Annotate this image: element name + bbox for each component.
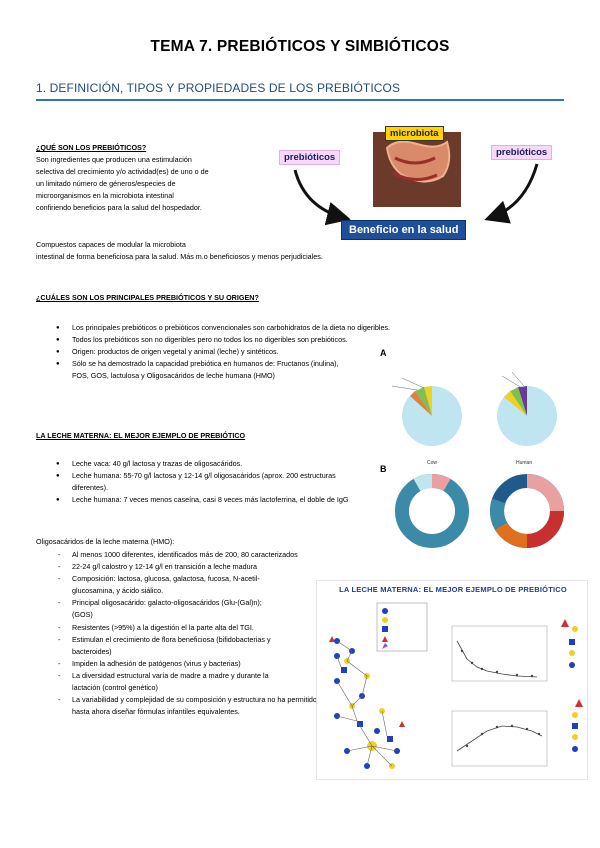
list-item: ● Origen: productos de origen vegetal y animal (leche) y sintéticos. xyxy=(36,346,346,358)
list-item: - Principal oligosacárido: galacto-oligosacáridos (Glu-(Gal)n); (GOS) xyxy=(36,597,266,621)
q1-title: ¿QUÉ SON LOS PREBIÓTICOS? xyxy=(36,143,147,152)
list-item: - Impiden la adhesión de patógenos (virus y bacterias) xyxy=(36,658,336,670)
milk-bullets xyxy=(36,458,366,506)
prebiotic-diagram xyxy=(275,118,575,248)
list-item: - La variabilidad y complejidad de su composición y estructura no ha permitido hasta ahora diseñar fórmulas infantiles equivalentes. xyxy=(36,694,326,718)
q1-extra-line: intestinal de forma beneficiosa para la salud. Más m.o beneficiosos y menos perjudiciales. xyxy=(36,252,323,262)
q1-line: confiriendo beneficios para la salud del hospedador. xyxy=(36,203,202,213)
prebiotics-left-label: prebióticos xyxy=(279,150,340,165)
prebiotics-right-label: prebióticos xyxy=(491,145,552,160)
q1-line: microorganismos en la microbiota intestinal xyxy=(36,191,174,201)
hmo-figure-title: LA LECHE MATERNA: EL MEJOR EJEMPLO DE PREBIÓTICO xyxy=(339,585,567,594)
heading-rule xyxy=(36,99,564,101)
list-item: ● Los principales prebióticos o prebióticos convencionales son carbohidratos de la dieta no digeribles. xyxy=(36,322,491,334)
list-item: ● Leche humana: 55-70 g/l lactosa y 12-14 g/l oligosacáridos (aprox. 200 estructuras diferentes). xyxy=(36,470,366,494)
hmo-structures-art xyxy=(317,581,589,781)
q1-extra-line: Compuestos capaces de modular la microbiota xyxy=(36,240,186,249)
section-heading: 1. DEFINICIÓN, TIPOS Y PROPIEDADES DE LOS PREBIÓTICOS xyxy=(36,81,401,95)
microbiota-label: microbiota xyxy=(385,126,444,141)
q1-line: un limitado número de géneros/especies de xyxy=(36,179,176,189)
milk-composition-figure xyxy=(372,346,572,556)
milk-pies xyxy=(372,346,572,556)
milk-title: LA LECHE MATERNA: EL MEJOR EJEMPLO DE PREBIÓTICO xyxy=(36,431,246,440)
page-title: TEMA 7. PREBIÓTICOS Y SIMBIÓTICOS xyxy=(150,38,450,55)
list-item: ● Leche humana: 7 veces menos caseína, casi 8 veces más lactoferrina, el doble de IgG xyxy=(36,494,366,506)
panel-a-label: A xyxy=(380,348,387,358)
list-item: ● Todos los prebióticos son no digeribles pero no todos los no digeribles son prebióticos. xyxy=(36,334,491,346)
list-item: ● Sólo se ha demostrado la capacidad prebiótica en humanos de: Fructanos (inulina), FOS, GOS, lactulosa y Oligosacáridos de leche humana (HMO) xyxy=(36,358,346,382)
human-label: Human xyxy=(516,460,533,466)
list-item: - Resistentes (>95%) a la digestión el la parte alta del TGI. xyxy=(36,622,336,634)
q1-line: selectiva del crecimiento y/o actividad(es) de uno o de xyxy=(36,167,209,177)
list-item: - Composición: lactosa, glucosa, galactosa, fucosa, N-acetil- glucosamina, y ácido siálico. xyxy=(36,573,286,597)
q1-line: Son ingredientes que producen una estimulación xyxy=(36,155,192,165)
hmo-title: Oligosacáridos de la leche materna (HMO): xyxy=(36,537,175,546)
q2-title: ¿CUÁLES SON LOS PRINCIPALES PREBIÓTICOS Y SU ORIGEN? xyxy=(36,293,259,302)
health-benefit-label: Beneficio en la salud xyxy=(341,220,466,240)
cow-label: Cow xyxy=(427,460,438,466)
q1-block xyxy=(36,142,281,215)
list-item: - Estimulan el crecimiento de flora beneficiosa (bifidobacterias y bacteroides) xyxy=(36,634,276,658)
hmo-structures-figure xyxy=(316,580,588,780)
list-item: - Al menos 1000 diferentes, identificados más de 200, 80 caracterizados xyxy=(36,549,376,561)
hmo-list xyxy=(36,549,336,718)
panel-b-label: B xyxy=(380,464,387,474)
list-item: - La diversidad estructural varía de madre a madre y durante la lactación (control genético) xyxy=(36,670,286,694)
list-item: ● Leche vaca: 40 g/l lactosa y trazas de oligosacáridos. xyxy=(36,458,366,470)
list-item: - 22-24 g/l calostro y 12-14 g/l en transición a leche madura xyxy=(36,561,376,573)
